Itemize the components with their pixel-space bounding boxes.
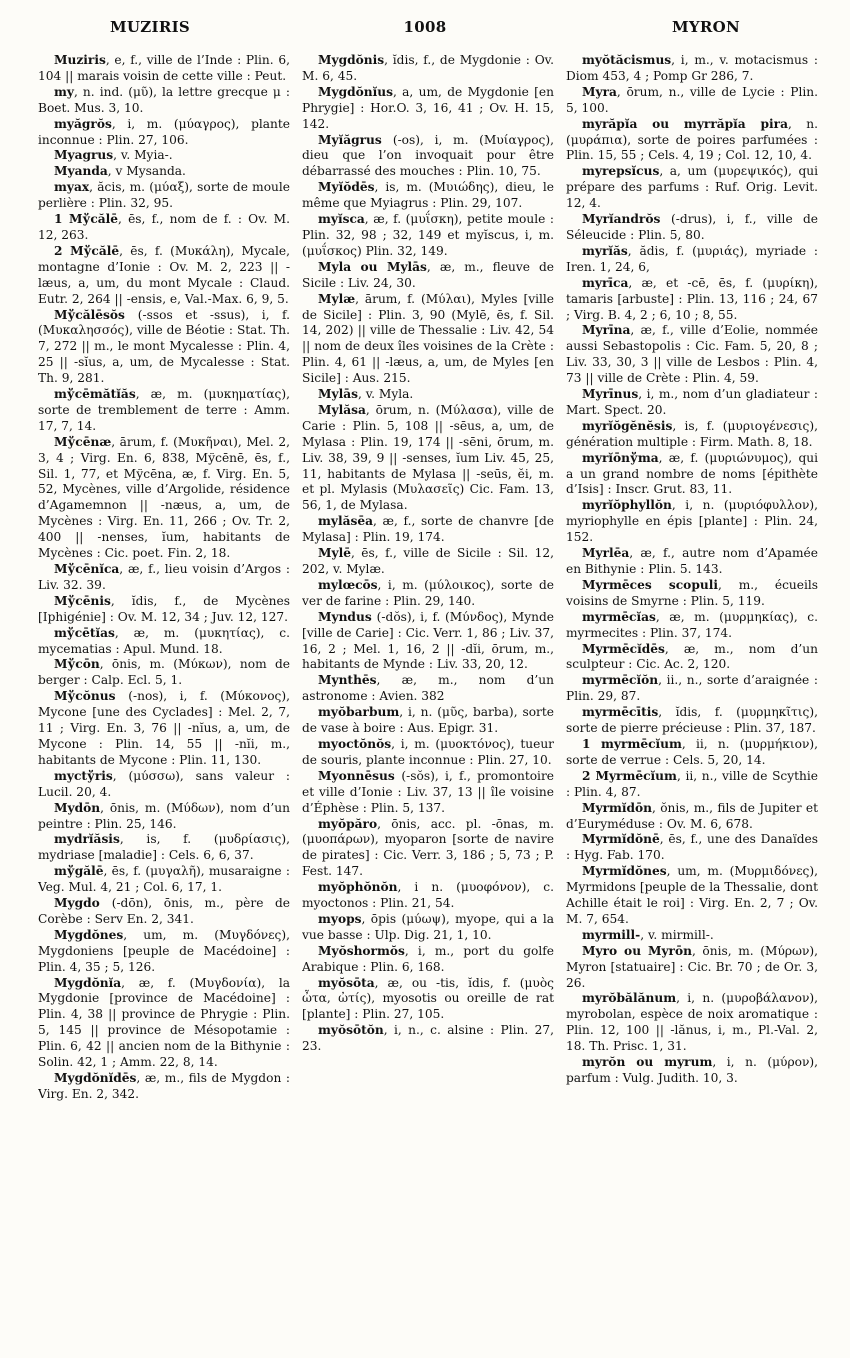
column-right: [566, 53, 818, 1343]
entry-headword: mўcētĭas: [54, 625, 115, 640]
entry-headword: Mylæ: [318, 291, 356, 306]
dictionary-entry: Myrmĭdŏnes, um, m. (Μυρμιδόνες), Myrmidons [peuple de la Thessalie, dont Achille était le roi] : Virg. En. 2, 7 ; Ov. M. 7, 654.: [566, 864, 818, 926]
dictionary-entry: myrĭăs, ădis, f. (μυριάς), myriade : Iren. 1, 24, 6,: [566, 243, 818, 274]
header-left-word: MUZIRIS: [110, 18, 191, 36]
entry-headword: Myrīnus: [582, 387, 639, 402]
entry-headword: Mўcōn: [54, 657, 100, 672]
dictionary-entry: Mygdŏnĭus, a, um, de Mygdonie [en Phrygie] : Hor.O. 3, 16, 41 ; Ov. H. 15, 142.: [302, 84, 554, 131]
dictionary-entry: myĭsca, æ, f. (μυΐσκη), petite moule : Plin. 32, 98 ; 32, 149 et myĭscus, i, m. (μυΐσκος) Plin. 32, 149.: [302, 212, 554, 258]
dictionary-entry: Muziris, e, f., ville de l’Inde : Plin. 6, 104 || marais voisin de cette ville : Peut.: [38, 53, 290, 83]
entry-headword: myrmēcītis: [582, 705, 659, 720]
dictionary-entry: mўcēmătĭăs, æ, m. (μυκηματίας), sorte de tremblement de terre : Amm. 17, 7, 14.: [38, 387, 290, 433]
header-right-word: MYRON: [671, 18, 740, 36]
entry-headword: my: [54, 84, 74, 99]
dictionary-entry: Mylæ, ārum, f. (Μύλαι), Myles [ville de Sicile] : Plin. 3, 90 (Mylē, ēs, f. Sil. 14, 202) || ville de Thessalie : Liv. 42, 54 || nom de deux îles voisines de la Crète : Plin. 4, 61 || -læus, a, um, de Myles [en Sicile] : Aus. 215.: [302, 291, 554, 386]
dictionary-entry: Mylăsa, ōrum, n. (Μύλασα), ville de Carie : Plin. 5, 108 || -sēus, a, um, de Mylasa : Plin. 19, 174 || -sēni, ōrum, m. Liv. 38, 39, 9 || -senses, ĭum Liv. 45, 25, 11, habitants de Mylasa || -seūs, ĕi, m. et pl. Mylasis (Μυλασεῖς) Cic. Fam. 13, 56, 1, de Mylasa.: [302, 402, 554, 513]
dictionary-entry: 1 myrmēcĭum, ii, n. (μυρμήκιον), sorte de verrue : Cels. 5, 20, 14.: [566, 736, 818, 767]
entry-headword: 1 myrmēcĭum: [582, 736, 682, 751]
entry-headword: 1 Mўcălē: [54, 212, 119, 227]
dictionary-entry: Mydōn, ōnis, m. (Μύδων), nom d’un peintre : Plin. 25, 146.: [38, 800, 290, 831]
dictionary-entry: Myro ou Myrōn, ōnis, m. (Μύρων), Myron [statuaire] : Cic. Br. 70 ; de Or. 3, 26.: [566, 943, 818, 990]
entry-headword: Mўcălēsŏs: [54, 307, 138, 322]
page-number: 1008: [403, 18, 447, 36]
entry-headword: myoctŏnŏs: [318, 736, 392, 751]
entry-headword: Mylē: [318, 546, 351, 561]
entry-headword: Mўcēnis: [54, 593, 111, 608]
entry-headword: Myro ou Myrōn: [582, 943, 692, 958]
entry-headword: Myĭăgrus: [318, 132, 393, 147]
entry-headword: Myrmĭdŏnē: [582, 832, 660, 847]
dictionary-entry: Myrmēcĭdēs, æ, m., nom d’un sculpteur : Cic. Ac. 2, 120.: [566, 641, 818, 672]
dictionary-entry: Mўcēnæ, ārum, f. (Μυκῆναι), Mel. 2, 3, 4 ; Virg. En. 6, 838, Mўcēnē, ēs, f., Sil. 1, 77, et Mўcēna, æ, f. Virg. En. 5, 52, Mycènes, ville d’Argolide, résidence d’Agamemnon || -næus, a, um, de Mycènes : Virg. En. 11, 266 ; Ov. Tr. 2, 400 || -nenses, ĭum, habitants de Mycènes : Cic. poet. Fin. 2, 18.: [38, 434, 290, 561]
dictionary-entry: Myla ou Mylās, æ, m., fleuve de Sicile : Liv. 24, 30.: [302, 259, 554, 290]
dictionary-entry: Myanda, v Mysanda.: [54, 164, 186, 179]
dictionary-entry: myrmēcītis, ĭdis, f. (μυρμηκῖτις), sorte de pierre précieuse : Plin. 37, 187.: [566, 705, 818, 736]
entry-headword: Myĭŏdēs: [318, 180, 375, 195]
entry-headword: myŏtăcismus: [582, 53, 672, 67]
dictionary-entry: my, n. ind. (μῦ), la lettre grecque μ : Boet. Mus. 3, 10.: [38, 84, 290, 115]
entry-headword: myŏphŏnŏn: [318, 880, 398, 895]
dictionary-entry: myrmēcĭŏn, ii., n., sorte d’araignée : Plin. 29, 87.: [566, 673, 818, 704]
dictionary-entry: Mўcēnĭca, æ, f., lieu voisin d’Argos : Liv. 32. 39.: [38, 562, 290, 592]
dictionary-entry: 2 Mўcălē, ēs, f. (Μυκάλη), Mycale, montagne d’Ionie : Ov. M. 2, 223 || -læus, a, um, du mont Mycale : Claud. Eutr. 2, 264 || -ensis, e, Val.-Max. 6, 9, 5.: [38, 243, 290, 306]
entry-headword: Mydōn: [54, 800, 101, 815]
entry-headword: myrĭŏgĕnĕsis: [582, 418, 673, 433]
entry-headword: myops: [318, 911, 362, 926]
entry-headword: Myanda: [54, 164, 108, 179]
entry-headword: mўgălē: [54, 864, 104, 879]
entry-headword: Mygdŏnĭus: [318, 84, 393, 99]
entry-headword: myctўris: [54, 768, 113, 783]
entry-headword: myrmēcĭŏn: [582, 673, 659, 688]
dictionary-entry: Myĭăgrus (-os), i, m. (Μυίαγρος), dieu que l’on invoquait pour être débarrassé des mouches : Plin. 10, 75.: [302, 132, 554, 179]
entry-headword: Myrīna: [582, 323, 631, 338]
dictionary-entry: Mўcēnis, ĭdis, f., de Mycènes [Iphigénie] : Ov. M. 12, 34 ; Juv. 12, 127.: [38, 593, 290, 624]
dictionary-entry: 1 Mўcălē, ēs, f., nom de f. : Ov. M. 12, 263.: [38, 212, 290, 242]
dictionary-entry: myŏbarbum, i, n. (μῦς, barba), sorte de vase à boire : Aus. Epigr. 31.: [302, 705, 554, 736]
entry-headword: myrŏbălănum: [582, 991, 677, 1006]
entry-headword: myrăpĭa ou myrrăpĭa pira: [582, 116, 788, 131]
dictionary-entry: Myra, ōrum, n., ville de Lycie : Plin. 5, 100.: [566, 84, 818, 115]
entry-headword: myrmēcĭas: [582, 609, 656, 624]
dictionary-entry: mylăsēa, æ, f., sorte de chanvre [de Mylasa] : Plin. 19, 174.: [302, 514, 554, 545]
entry-headword: Myrmēcĭdēs: [582, 641, 665, 656]
dictionary-entry: Mygdŏnis, ĭdis, f., de Mygdonie : Ov. M. 6, 45.: [302, 53, 554, 83]
entry-headword: Mynthēs: [318, 673, 377, 688]
dictionary-entry: Myrĭandrŏs (-drus), i, f., ville de Séleucide : Plin. 5, 80.: [566, 212, 818, 242]
dictionary-entry: Myĭŏdēs, is, m. (Μυιώδης), dieu, le même que Myiagrus : Plin. 29, 107.: [302, 180, 554, 211]
entry-headword: myrŏn ou myrum: [582, 1055, 713, 1070]
entry-headword: 2 Mўcălē: [54, 243, 120, 258]
entry-headword: myrepsĭcus: [582, 164, 660, 179]
dictionary-entry: myrmill-, v. mirmill-.: [582, 927, 714, 942]
entry-headword: myŏpăro: [318, 816, 378, 831]
dictionary-entry: myŏtăcismus, i, m., v. motacismus : Diom 453, 4 ; Pomp Gr 286, 7.: [566, 53, 818, 83]
dictionary-entry: Mygdŏnĭdēs, æ, m., fils de Mygdon : Virg. En. 2, 342.: [38, 1071, 290, 1101]
entry-headword: Mylās: [318, 387, 358, 402]
dictionary-entry: myrĭŏphyllŏn, i, n. (μυριόφυλλον), myriophylle en épis [plante] : Plin. 24, 152.: [566, 498, 818, 545]
dictionary-entry: Mylās, v. Myla.: [318, 387, 414, 402]
dictionary-entry: Myrīna, æ, f., ville d’Eolie, nommée aussi Sebastopolis : Cic. Fam. 5, 20, 8 ; Liv. 33, 30, 3 || ville de Lesbos : Plin. 4, 73 || ville de Crète : Plin. 4, 59.: [566, 323, 818, 386]
dictionary-entry: Mygdŏnes, um, m. (Μυγδόνες), Mygdoniens [peuple de Macédoine] : Plin. 4, 35 ; 5, 126.: [38, 927, 290, 974]
dictionary-entry: myrĭōnўma, æ, f. (μυριώνυμος), qui a un grand nombre de noms [épithète d’Isis] : Inscr. Grut. 83, 11.: [566, 450, 818, 497]
entry-headword: mylăsēa: [318, 514, 374, 529]
dictionary-entry: 2 Myrmēcĭum, ii, n., ville de Scythie : Plin. 4, 87.: [566, 768, 818, 799]
entry-headword: Mygdŏnĭa: [54, 975, 122, 990]
entry-headword: myĭsca: [318, 212, 365, 227]
dictionary-entry: myrīca, æ, et -cē, ēs, f. (μυρίκη), tamaris [arbuste] : Plin. 13, 116 ; 24, 67 ; Virg. B. 4, 2 ; 6, 10 ; 8, 55.: [566, 275, 818, 322]
entry-headword: Mўcŏnus: [54, 689, 129, 704]
entry-headword: Myrlēa: [582, 546, 630, 561]
entry-headword: Myra: [582, 84, 617, 99]
entry-headword: Myla ou Mylās: [318, 259, 427, 274]
dictionary-entry: myax, ăcis, m. (μύαξ), sorte de moule perlière : Plin. 32, 95.: [38, 180, 290, 211]
dictionary-entry: Mўcălēsŏs (-ssos et -ssus), i, f. (Μυκαλησσός), ville de Béotie : Stat. Th. 7, 272 || m., le mont Mycalesse : Plin. 4, 25 || -sĭus, a, um, de Mycalesse : Stat. Th. 9, 281.: [38, 307, 290, 386]
entry-headword: myrĭōnўma: [582, 450, 659, 465]
entry-headword: Mylăsa: [318, 402, 366, 417]
entry-headword: Myŏshormŏs: [318, 943, 405, 958]
dictionary-entry: Mygdŏnĭa, æ, f. (Μυγδονία), la Mygdonie [province de Macédoine] : Plin. 4, 38 || province de Phrygie : Plin. 5, 145 || province de Mésopotamie : Plin. 6, 42 || ancien nom de la Bithynie : Solin. 42, 1 ; Amm. 22, 8, 14.: [38, 975, 290, 1070]
dictionary-entry: myŏsōtŏn, i, n., c. alsine : Plin. 27, 23.: [302, 1023, 554, 1054]
entry-headword: Muziris: [54, 53, 106, 67]
entry-headword: Mygdo: [54, 896, 112, 911]
dictionary-entry: Myrmĭdōn, ŏnis, m., fils de Jupiter et d’Euryméduse : Ov. M. 6, 678.: [566, 800, 818, 831]
dictionary-entry: myŏsōta, æ, ou -tis, ĭdis, f. (μυὸς ὦτα, ὠτίς), myosotis ou oreille de rat [plante] : Plin. 27, 105.: [302, 975, 554, 1022]
column-middle: [302, 53, 554, 1343]
dictionary-entry: Mynthēs, æ, m., nom d’un astronome : Avien. 382: [302, 673, 554, 704]
entry-headword: mўcēmătĭăs: [54, 387, 136, 402]
entry-headword: Myonnēsus: [318, 768, 402, 783]
dictionary-entry: myrăpĭa ou myrrăpĭa pira, n. (μυράπια), sorte de poires parfumées : Plin. 15, 55 ; Cels. 4, 19 ; Col. 12, 10, 4.: [566, 116, 818, 163]
entry-headword: myŏbarbum: [318, 705, 400, 720]
dictionary-entry: Myonnēsus (-sŏs), i, f., promontoire et ville d’Ionie : Liv. 37, 13 || île voisine d’Éphèse : Plin. 5, 137.: [302, 768, 554, 815]
dictionary-entry: myăgrŏs, i, m. (μύαγρος), plante inconnue : Plin. 27, 106.: [38, 116, 290, 147]
dictionary-entry: myrŏbălănum, i, n. (μυροβάλανον), myrobolan, espèce de noix aromatique : Plin. 12, 100 || -lănus, i, m., Pl.-Val. 2, 18. Th. Prisc. 1, 31.: [566, 991, 818, 1054]
dictionary-entry: Myrmĭdŏnē, ēs, f., une des Danaïdes : Hyg. Fab. 170.: [566, 832, 818, 863]
dictionary-entry: mўgălē, ēs, f. (μυγαλῆ), musaraigne : Veg. Mul. 4, 21 ; Col. 6, 17, 1.: [38, 864, 290, 895]
entry-headword: myŏsōtŏn: [318, 1023, 384, 1038]
entry-headword: Mўcēnæ: [54, 434, 112, 449]
dictionary-entry: Myagrus, v. Myia-.: [54, 148, 173, 163]
dictionary-entry: mylœcōs, i, m. (μύλοικος), sorte de ver de farine : Plin. 29, 140.: [302, 577, 554, 608]
dictionary-entry: myrŏn ou myrum, i, n. (μύρον), parfum : Vulg. Judith. 10, 3.: [566, 1055, 818, 1085]
entry-headword: myrĭăs: [582, 243, 628, 258]
entry-headword: myŏsōta: [318, 975, 375, 990]
dictionary-entry: myrmēcĭas, æ, m. (μυρμηκίας), c. myrmecites : Plin. 37, 174.: [566, 609, 818, 640]
dictionary-entry: myops, ōpis (μύωψ), myope, qui a la vue basse : Ulp. Dig. 21, 1, 10.: [302, 911, 554, 942]
entry-headword: Myrmĭdōn: [582, 800, 653, 815]
dictionary-entry: myŏpăro, ōnis, acc. pl. -ōnas, m. (μυοπάρων), myoparon [sorte de navire de pirates] : Cic. Verr. 3, 186 ; 5, 73 ; P. Fest. 147.: [302, 816, 554, 879]
entry-headword: myrĭŏphyllŏn: [582, 498, 672, 513]
entry-headword: Myndus: [318, 609, 377, 624]
dictionary-entry: Myrīnus, i, m., nom d’un gladiateur : Mart. Spect. 20.: [566, 387, 818, 417]
entry-headword: Myrmēces scopuli: [582, 577, 718, 592]
dictionary-entry: myrepsĭcus, a, um (μυρεψικός), qui prépare des parfums : Ruf. Orig. Levit. 12, 4.: [566, 164, 818, 211]
entry-headword: Myrmĭdŏnes: [582, 864, 667, 879]
dictionary-entry: Mўcŏnus (-nos), i, f. (Μύκονος), Mycone [une des Cyclades] : Mel. 2, 7, 11 ; Virg. En. 3, 76 || -nĭus, a, um, de Mycone : Plin. 14, 55 || -nĭi, m., habitants de Mycone : Plin. 11, 130.: [38, 689, 290, 767]
entry-headword: myrīca: [582, 275, 629, 290]
entry-headword: Myagrus: [54, 148, 114, 163]
entry-headword: myrmill-: [582, 927, 641, 942]
dictionary-entry: myŏphŏnŏn, i n. (μυοφόνον), c. myoctonos : Plin. 21, 54.: [302, 880, 554, 911]
entry-headword: myăgrŏs: [54, 116, 112, 131]
entry-headword: Mўcēnĭca: [54, 562, 120, 576]
column-left: [38, 53, 290, 1343]
dictionary-entry: myoctŏnŏs, i, m. (μυοκτόνος), tueur de souris, plante inconnue : Plin. 27, 10.: [302, 736, 554, 767]
dictionary-entry: Mylē, ēs, f., ville de Sicile : Sil. 12, 202, v. Mylæ.: [302, 546, 554, 576]
entry-headword: mylœcōs: [318, 577, 378, 592]
dictionary-entry: Mўcōn, ōnis, m. (Μύκων), nom de berger : Calp. Ecl. 5, 1.: [38, 657, 290, 688]
entry-headword: mydrĭăsis: [54, 832, 120, 847]
dictionary-entry: mўcētĭas, æ, m. (μυκητίας), c. mycematias : Apul. Mund. 18.: [38, 625, 290, 656]
dictionary-entry: Myrmēces scopuli, m., écueils voisins de Smyrne : Plin. 5, 119.: [566, 577, 818, 608]
entry-headword: myax: [54, 180, 90, 195]
dictionary-columns: [38, 53, 818, 1343]
entry-headword: 2 Myrmēcĭum: [582, 768, 677, 783]
dictionary-entry: mydrĭăsis, is, f. (μυδρίασις), mydriase [maladie] : Cels. 6, 6, 37.: [38, 832, 290, 863]
entry-headword: Mygdŏnes: [54, 927, 124, 942]
dictionary-entry: Myrlēa, æ, f., autre nom d’Apamée en Bithynie : Plin. 5. 143.: [566, 546, 818, 576]
entry-headword: Mygdŏnis: [318, 53, 385, 67]
dictionary-entry: Mygdo (-dōn), ōnis, m., père de Corèbe : Serv En. 2, 341.: [38, 896, 290, 926]
dictionary-entry: myctўris, (μύσσω), sans valeur : Lucil. 20, 4.: [38, 768, 290, 799]
dictionary-entry: Myndus (-dŏs), i, f. (Μύνδος), Mynde [ville de Carie] : Cic. Verr. 1, 86 ; Liv. 37, 16, 2 ; Mel. 1, 16, 2 || -dĭi, ōrum, m., habitants de Mynde : Liv. 33, 20, 12.: [302, 609, 554, 672]
running-header: [38, 18, 812, 42]
dictionary-entry: myrĭŏgĕnĕsis, is, f. (μυριογένεσις), génération multiple : Firm. Math. 8, 18.: [566, 418, 818, 449]
entry-headword: Mygdŏnĭdēs: [54, 1071, 137, 1085]
dictionary-entry: Myŏshormŏs, i, m., port du golfe Arabique : Plin. 6, 168.: [302, 943, 554, 974]
entry-headword: Myrĭandrŏs: [582, 212, 672, 227]
